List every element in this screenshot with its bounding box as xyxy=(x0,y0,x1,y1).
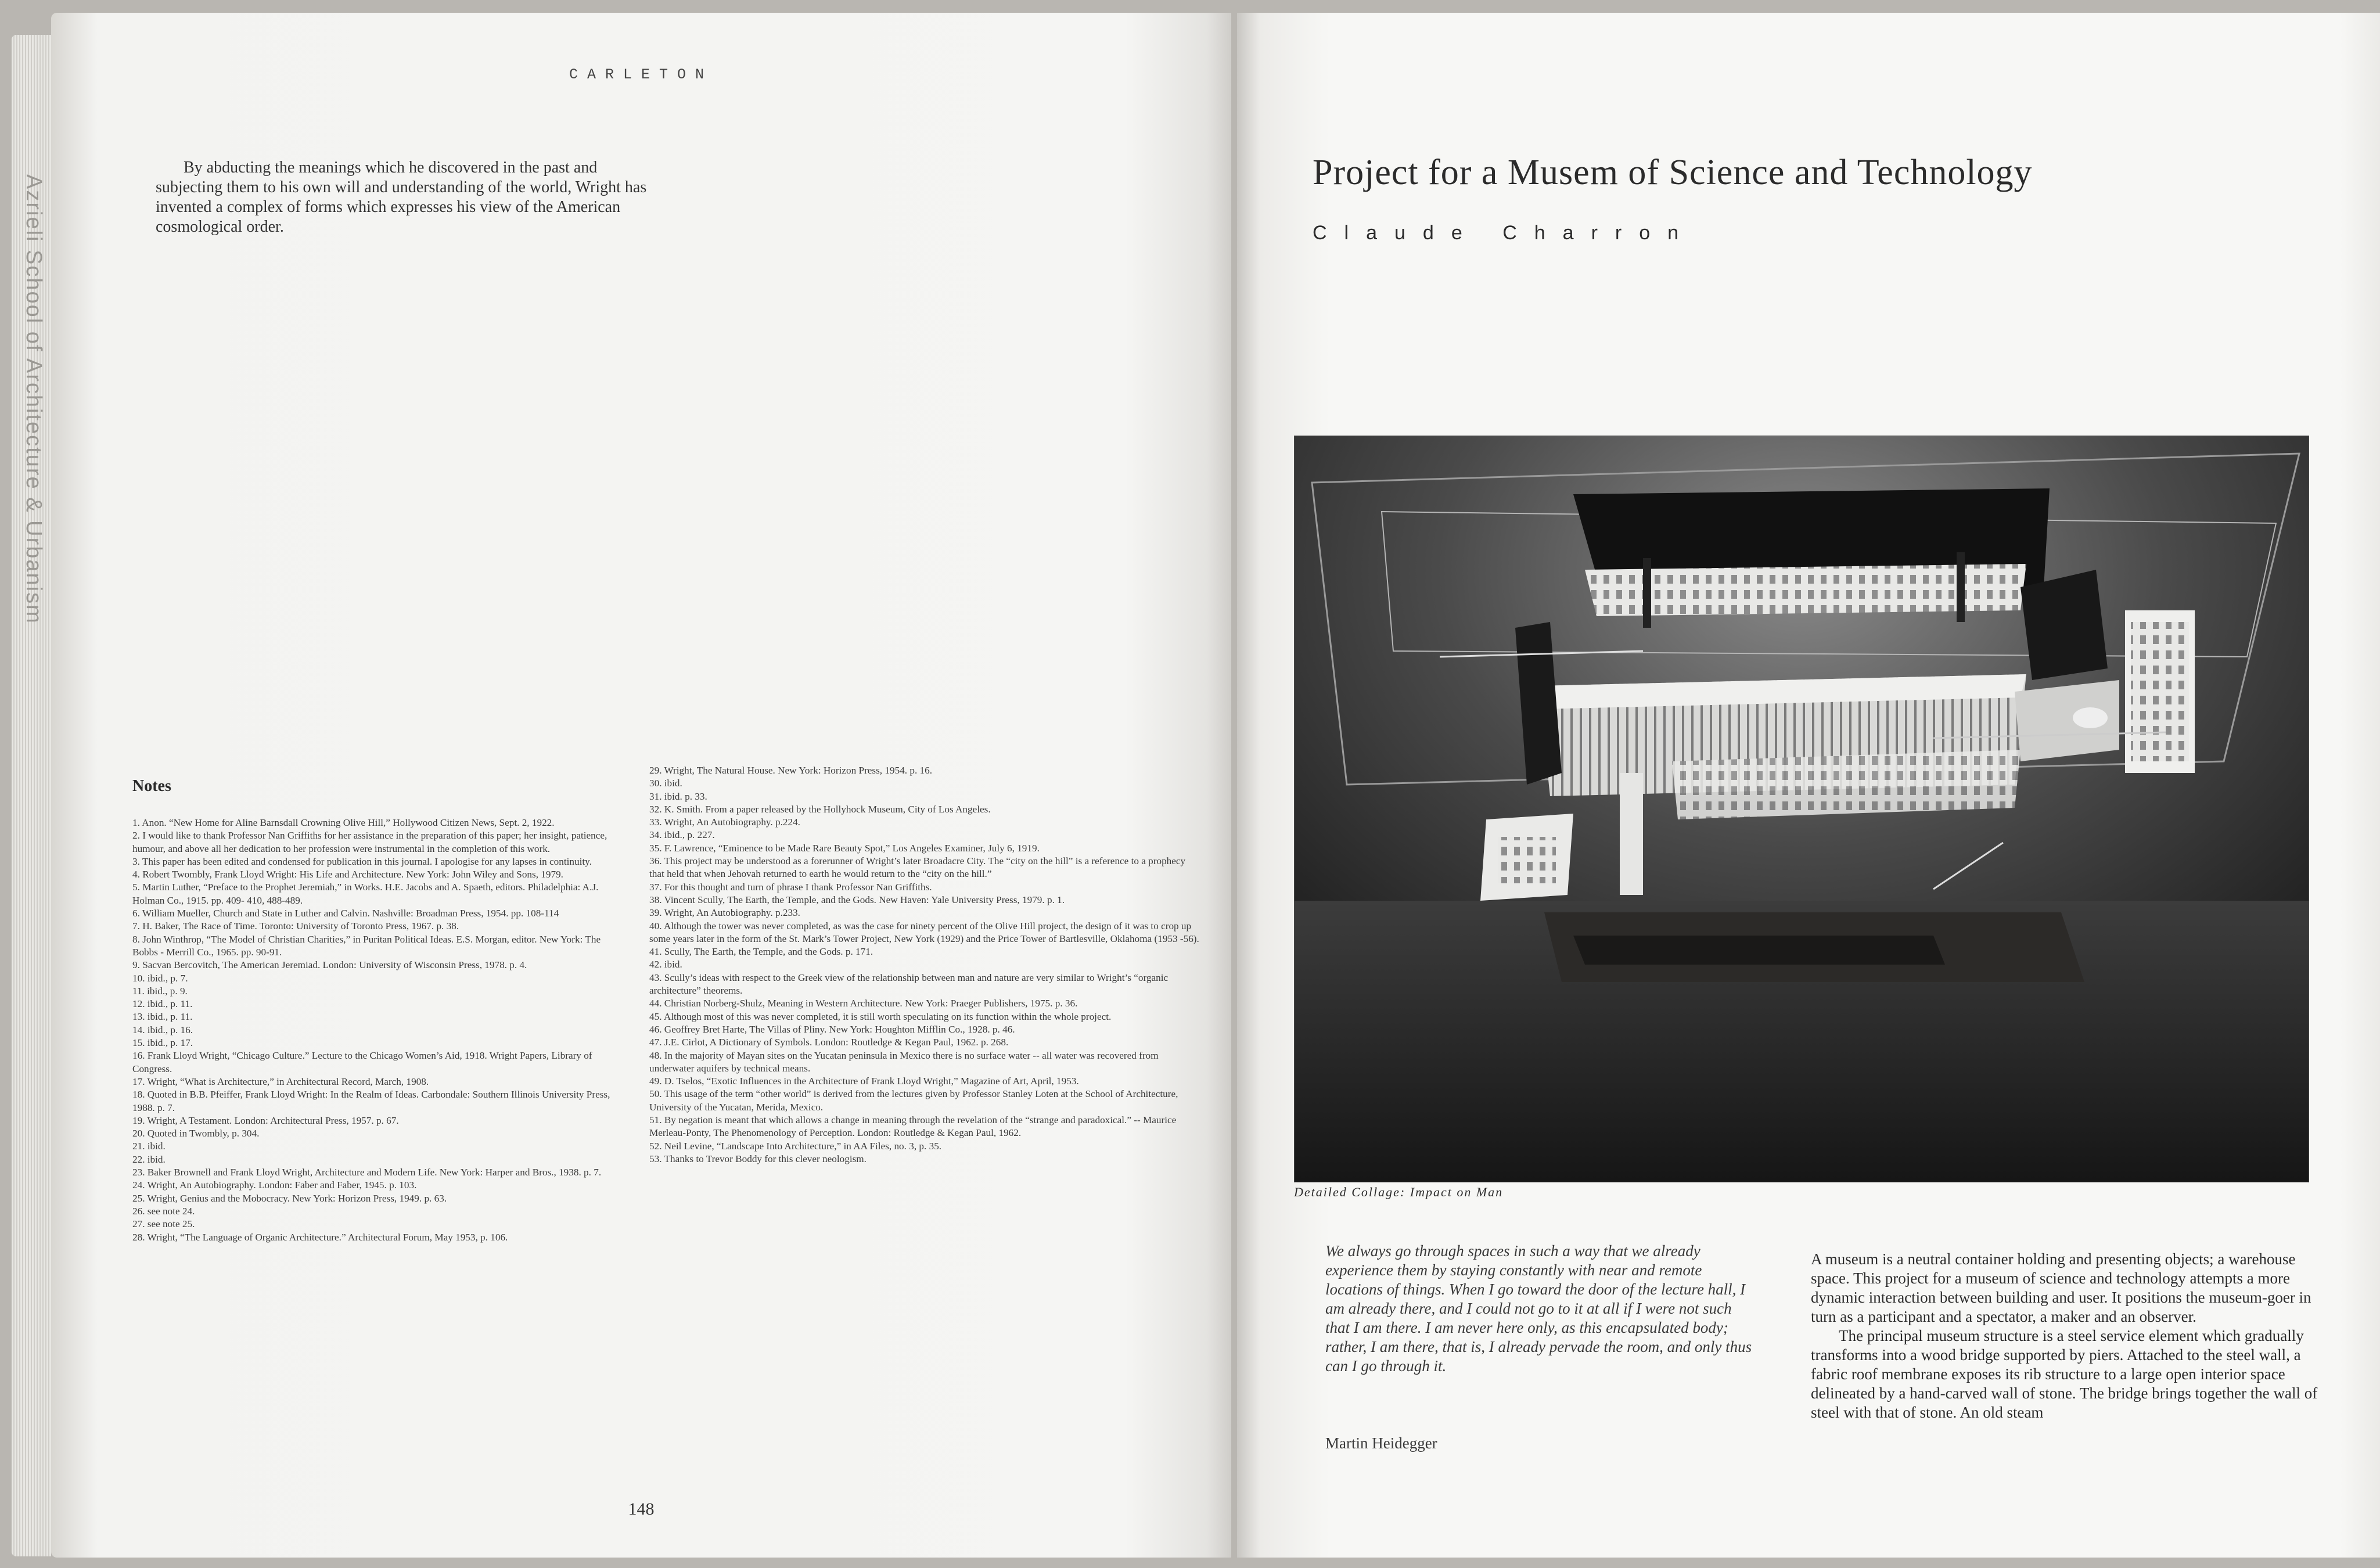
note-entry: 8. John Winthrop, “The Model of Christian Charities,” in Puritan Political Ideas. E.S. Morgan, editor. New York: The Bobbs - Merrill Co., 1965. pp. 90-91. xyxy=(132,933,601,958)
left-page xyxy=(51,13,1231,1558)
note-entry: 6. William Mueller, Church and State in Luther and Calvin. Nashville: Broadman Press, 1954. pp. 108-114 xyxy=(132,908,559,919)
note-entry: 10. ibid., p. 7. xyxy=(132,972,188,984)
note-entry: 32. K. Smith. From a paper released by the Hollyhock Museum, City of Los Angeles. xyxy=(649,803,991,815)
notes-column-left xyxy=(132,817,626,1244)
library-stamp: Azrieli School of Architecture & Urbanism xyxy=(21,174,46,624)
note-entry: 17. Wright, “What is Architecture,” in Architectural Record, March, 1908. xyxy=(132,1076,429,1087)
note-entry: 4. Robert Twombly, Frank Lloyd Wright: His Life and Architecture. New York: John Wiley and Sons, 1979. xyxy=(132,869,563,880)
note-entry: 44. Christian Norberg-Shulz, Meaning in Western Architecture. New York: Praeger Publishers, 1975. p. 36. xyxy=(649,998,1078,1009)
note-entry: 46. Geoffrey Bret Harte, The Villas of Pliny. New York: Houghton Mifflin Co., 1928. p. 46. xyxy=(649,1023,1015,1035)
note-entry: 30. ibid. xyxy=(649,778,682,789)
note-entry: 36. This project may be understood as a forerunner of Wright’s later Broadacre City. The “city on the hill” is a reference to a prophecy that held that when Jehovah returned to earth he would return to the “city on the hill.” xyxy=(649,855,1186,880)
note-entry: 1. Anon. “New Home for Aline Barnsdall Crowning Olive Hill,” Hollywood Citizen News, Sept. 2, 1922. xyxy=(132,817,555,828)
note-entry: 18. Quoted in B.B. Pfeiffer, Frank Lloyd Wright: In the Realm of Ideas. Carbondale: Southern Illinois University Press, 1988. p. 7. xyxy=(132,1089,610,1113)
note-entry: 24. Wright, An Autobiography. London: Faber and Faber, 1945. p. 103. xyxy=(132,1179,417,1191)
note-entry: 29. Wright, The Natural House. New York: Horizon Press, 1954. p. 16. xyxy=(649,765,933,776)
note-entry: 20. Quoted in Twombly, p. 304. xyxy=(132,1128,260,1139)
note-entry: 21. ibid. xyxy=(132,1141,166,1152)
note-entry: 50. This usage of the term “other world” is derived from the lectures given by Professor Stanley Loten at the School of Architecture, University of the Yucatan, Merida, Mexico. xyxy=(649,1088,1178,1113)
note-entry: 2. I would like to thank Professor Nan Griffiths for her assistance in the preparation of this paper; her insight, patience, humour, and above all her dedication to her profession were instrumental in the completion of this work. xyxy=(132,830,607,854)
note-entry: 52. Neil Levine, “Landscape Into Architecture,” in AA Files, no. 3, p. 35. xyxy=(649,1140,942,1152)
article-body xyxy=(1811,1250,2334,1422)
note-entry: 22. ibid. xyxy=(132,1153,166,1165)
architectural-model-image xyxy=(1295,436,2309,1182)
epigraph-attribution: Martin Heidegger xyxy=(1325,1434,1437,1452)
photo-caption: Detailed Collage: Impact on Man xyxy=(1294,1185,1504,1199)
note-entry: 38. Vincent Scully, The Earth, the Temple, and the Gods. New Haven: Yale University Press, 1979. p. 1. xyxy=(649,894,1065,905)
note-entry: 11. ibid., p. 9. xyxy=(132,985,188,997)
note-entry: 51. By negation is meant that which allows a change in meaning through the revelation of the “strange and paradoxical.” -- Maurice Merleau-Ponty, The Phenomenology of Perception. London: Routledge & Kegan Paul, 1962. xyxy=(649,1114,1177,1139)
note-entry: 25. Wright, Genius and the Mobocracy. New York: Horizon Press, 1949. p. 63. xyxy=(132,1192,447,1204)
running-head: CARLETON xyxy=(569,66,714,83)
intro-text: By abducting the meanings which he discovered in the past and subjecting them to his own will and understanding of the world, Wright has invented a complex of forms which expresses his view of the American cosmological order. xyxy=(156,159,647,236)
note-entry: 47. J.E. Cirlot, A Dictionary of Symbols. London: Routledge & Kegan Paul, 1962. p. 268. xyxy=(649,1037,1009,1048)
note-entry: 26. see note 24. xyxy=(132,1205,195,1217)
note-entry: 28. Wright, “The Language of Organic Architecture.” Architectural Forum, May 1953, p. 106. xyxy=(132,1231,508,1243)
notes-heading: Notes xyxy=(132,777,171,795)
body-paragraph: A museum is a neutral container holding and presenting objects; a warehouse space. This project for a museum of science and technology attempts a more dynamic interaction between building and user. It positions the museum-goer in turn as a participant and a spectator, a maker and an observer. xyxy=(1811,1250,2311,1325)
note-entry: 23. Baker Brownell and Frank Lloyd Wright, Architecture and Modern Life. New York: Harper and Bros., 1938. p. 7. xyxy=(132,1167,602,1178)
note-entry: 42. ibid. xyxy=(649,959,682,970)
note-entry: 12. ibid., p. 11. xyxy=(132,998,193,1010)
article-author: Claude Charron xyxy=(1313,222,1696,244)
note-entry: 40. Although the tower was never completed, as was the case for ninety percent of the Olive Hill project, the design of it was to crop up some years later in the form of the St. Mark’s Tower Project, New York (1929) and the Price Tower of Bartlesville, Oklahoma (1953 -56). xyxy=(649,920,1199,944)
note-entry: 9. Sacvan Bercovitch, The American Jeremiad. London: University of Wisconsin Press, 1978. p. 4. xyxy=(132,959,527,971)
article-title: Project for a Musem of Science and Technology xyxy=(1313,153,2033,192)
note-entry: 31. ibid. p. 33. xyxy=(649,790,707,802)
epigraph-quote: We always go through spaces in such a way that we already experience them by staying constantly with near and remote locations of things. When I go toward the door of the lecture hall, I am already there, and I could not go to it at all if I were not such that I am there. I am never here only, as this encapsulated body; rather, I am there, that is, I already pervade the room, and only thus can I go through it. xyxy=(1325,1242,1752,1375)
note-entry: 34. ibid., p. 227. xyxy=(649,829,715,841)
note-entry: 37. For this thought and turn of phrase I thank Professor Nan Griffiths. xyxy=(649,881,932,893)
note-entry: 7. H. Baker, The Race of Time. Toronto: University of Toronto Press, 1967. p. 38. xyxy=(132,920,459,932)
note-entry: 16. Frank Lloyd Wright, “Chicago Culture.” Lecture to the Chicago Women’s Aid, 1918. Wright Papers, Library of Congress. xyxy=(132,1050,592,1074)
note-entry: 43. Scully’s ideas with respect to the Greek view of the relationship between man and nature are very similar to Wright’s “organic architecture” theorems. xyxy=(649,972,1169,997)
notes-column-right xyxy=(649,764,1201,1166)
intro-paragraph xyxy=(156,158,667,237)
note-entry: 45. Although most of this was never completed, it is still worth speculating on its function within the whole project. xyxy=(649,1010,1112,1022)
note-entry: 33. Wright, An Autobiography. p.224. xyxy=(649,817,800,828)
note-entry: 41. Scully, The Earth, the Temple, and the Gods. p. 171. xyxy=(649,946,873,958)
body-paragraph: The principal museum structure is a steel service element which gradually transforms into a wood bridge supported by piers. Attached to the steel wall, a fabric roof membrane exposes its rib structure to a large open interior space delineated by a hand-carved wall of stone. The bridge brings together the wall of steel with that of stone. An old steam xyxy=(1811,1327,2318,1421)
page-number: 148 xyxy=(628,1499,655,1519)
note-entry: 27. see note 25. xyxy=(132,1218,195,1230)
note-entry: 14. ibid., p. 16. xyxy=(132,1024,193,1035)
note-entry: 19. Wright, A Testament. London: Architectural Press, 1957. p. 67. xyxy=(132,1114,399,1126)
note-entry: 15. ibid., p. 17. xyxy=(132,1037,193,1049)
note-entry: 35. F. Lawrence, “Eminence to be Made Rare Beauty Spot,” Los Angeles Examiner, July 6, 1919. xyxy=(649,842,1040,854)
note-entry: 39. Wright, An Autobiography. p.233. xyxy=(649,907,800,919)
model-photograph xyxy=(1294,436,2309,1182)
note-entry: 5. Martin Luther, “Preface to the Prophet Jeremiah,” in Works. H.E. Jacobs and A. Spaeth, editors. Philadelphia: A.J. Holman Co., 1915. pp. 409- 410, 488-489. xyxy=(132,882,599,906)
note-entry: 49. D. Tselos, “Exotic Influences in the Architecture of Frank Lloyd Wright,” Magazine of Art, April, 1953. xyxy=(649,1076,1079,1087)
note-entry: 3. This paper has been edited and condensed for publication in this journal. I apologise for any lapses in continuity. xyxy=(132,855,592,867)
note-entry: 53. Thanks to Trevor Boddy for this clever neologism. xyxy=(649,1153,867,1164)
right-page xyxy=(1237,13,2380,1558)
note-entry: 48. In the majority of Mayan sites on the Yucatan peninsula in Mexico there is no surface water -- all water was recovered from underwater aquifers by technical means. xyxy=(649,1049,1159,1074)
note-entry: 13. ibid., p. 11. xyxy=(132,1011,193,1023)
